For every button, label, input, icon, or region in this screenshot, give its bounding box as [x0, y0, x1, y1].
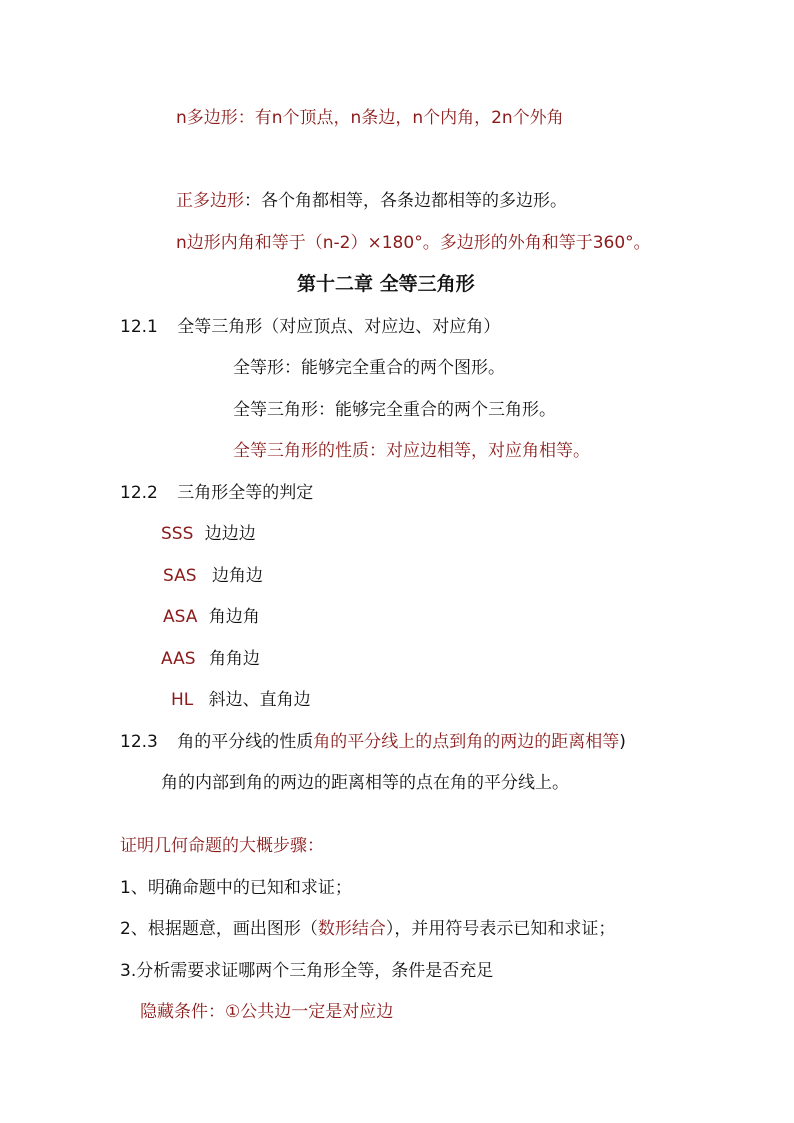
criterion-sss-abbr: SSS — [161, 524, 194, 544]
criterion-sas-abbr: SAS — [163, 566, 197, 586]
proof-step-2-end: ），并用符号表示已知和求证； — [385, 919, 616, 939]
congruent-figure-definition: 全等形：能够完全重合的两个图形。 — [233, 358, 505, 378]
regular-polygon-term: 正多边形 — [176, 191, 244, 211]
criterion-asa-text: 角边角 — [208, 607, 260, 627]
congruent-triangle-definition: 全等三角形：能够完全重合的两个三角形。 — [233, 400, 556, 420]
regular-polygon-definition: ：各个角都相等，各条边都相等的多边形。 — [244, 191, 567, 211]
polygon-n-definition: n多边形：有n个顶点，n条边，n个内角，2n个外角 — [176, 108, 564, 128]
criterion-aas — [161, 647, 260, 671]
section-12-1-number: 12.1 — [120, 317, 158, 337]
criterion-sss — [161, 522, 256, 546]
criterion-sss-text: 边边边 — [204, 524, 256, 544]
criterion-aas-abbr: AAS — [161, 649, 196, 669]
angle-sum-formula: n边形内角和等于（n-2）×180°。多边形的外角和等于360°。 — [176, 233, 651, 253]
criterion-hl — [171, 688, 311, 712]
section-12-2 — [120, 481, 313, 505]
section-12-2-title: 三角形全等的判定 — [177, 483, 314, 503]
criterion-asa-abbr: ASA — [163, 607, 198, 627]
section-12-3-title: 角的平分线的性质 — [177, 732, 314, 752]
criterion-hl-abbr: HL — [171, 690, 194, 710]
section-12-1 — [120, 315, 500, 339]
criterion-sas — [163, 564, 263, 588]
bisector-converse: 角的内部到角的两边的距离相等的点在角的平分线上。 — [161, 773, 569, 793]
proof-steps-heading: 证明几何命题的大概步骤： — [120, 836, 324, 856]
criterion-asa — [163, 605, 260, 629]
proof-step-1: 1、明确命题中的已知和求证； — [120, 878, 352, 898]
proof-step-3: 3.分析需要求证哪两个三角形全等，条件是否充足 — [120, 961, 494, 981]
section-12-3-closing: ) — [619, 732, 626, 752]
proof-step-2 — [120, 917, 615, 941]
regular-polygon-line — [176, 189, 567, 213]
section-12-3-number: 12.3 — [120, 732, 158, 752]
criterion-hl-text: 斜边、直角边 — [208, 690, 311, 710]
chapter-title: 第十二章 全等三角形 — [297, 273, 475, 295]
criterion-sas-text: 边角边 — [211, 566, 263, 586]
proof-step-2-emphasis: 数形结合 — [317, 919, 386, 939]
section-12-3 — [120, 730, 626, 754]
section-12-2-number: 12.2 — [120, 483, 158, 503]
hidden-conditions: 隐藏条件：①公共边一定是对应边 — [140, 1002, 394, 1022]
congruent-triangle-property: 全等三角形的性质：对应边相等，对应角相等。 — [233, 441, 590, 461]
section-12-1-title: 全等三角形（对应顶点、对应边、对应角） — [177, 317, 501, 337]
proof-step-2-start: 2、根据题意，画出图形（ — [120, 919, 318, 939]
bisector-property: 角的平分线上的点到角的两边的距离相等 — [313, 732, 620, 752]
criterion-aas-text: 角角边 — [208, 649, 260, 669]
